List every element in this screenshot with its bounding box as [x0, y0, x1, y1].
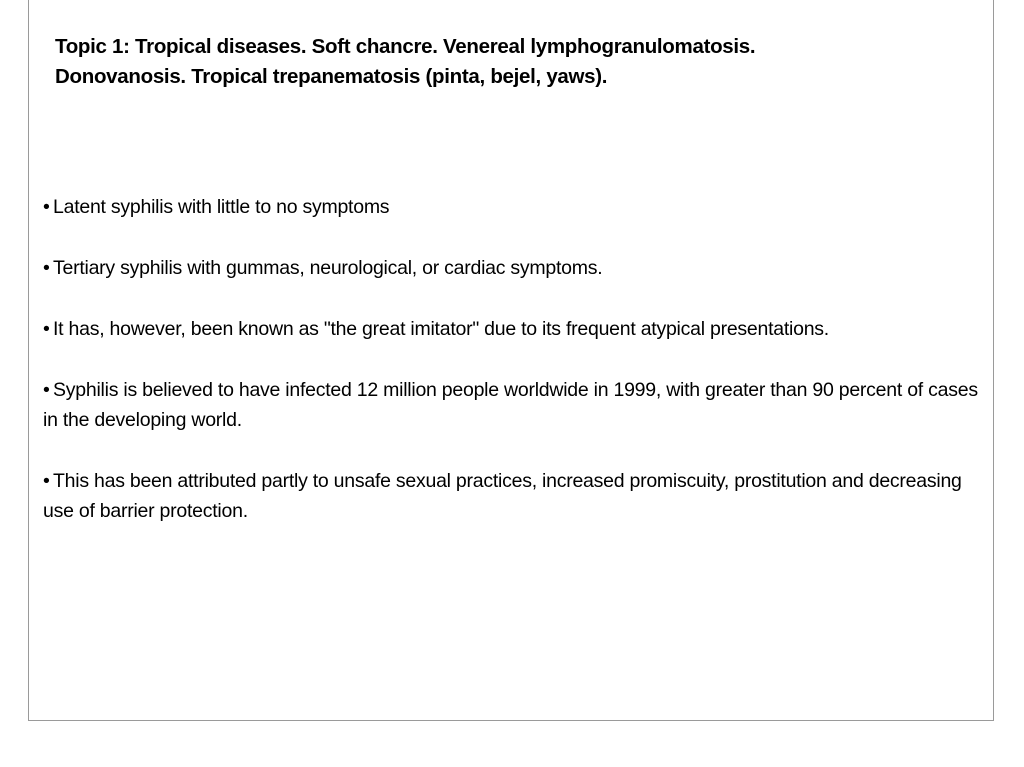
bullet-text: This has been attributed partly to unsafe sexual practices, increased promiscuity, prostitution and decreasing use of barrier protection.: [43, 470, 962, 522]
slide-title: [55, 32, 965, 92]
bullet-item: [43, 192, 983, 222]
bullet-text: It has, however, been known as "the great imitator" due to its frequent atypical presentations.: [53, 318, 829, 340]
bullet-item: [43, 375, 983, 435]
bullet-item: [43, 314, 983, 344]
title-line-1: Topic 1: Tropical diseases. Soft chancre. Venereal lymphogranulomatosis.: [55, 35, 756, 58]
bullet-item: [43, 253, 983, 283]
bullet-text: Latent syphilis with little to no symptoms: [53, 196, 390, 218]
bullet-dot: •: [43, 470, 50, 492]
bullet-text: Tertiary syphilis with gummas, neurological, or cardiac symptoms.: [53, 257, 603, 279]
bullet-dot: •: [43, 257, 50, 279]
bullet-dot: •: [43, 196, 50, 218]
bullet-dot: •: [43, 379, 50, 401]
bullet-text: Syphilis is believed to have infected 12 million people worldwide in 1999, with greater than 90 percent of cases in the developing world.: [43, 379, 978, 431]
bullet-dot: •: [43, 318, 50, 340]
title-line-2: Donovanosis. Tropical trepanematosis (pinta, bejel, yaws).: [55, 65, 608, 88]
slide-frame: [28, 0, 994, 721]
bullet-item: [43, 466, 983, 526]
bullet-list: [43, 192, 983, 557]
